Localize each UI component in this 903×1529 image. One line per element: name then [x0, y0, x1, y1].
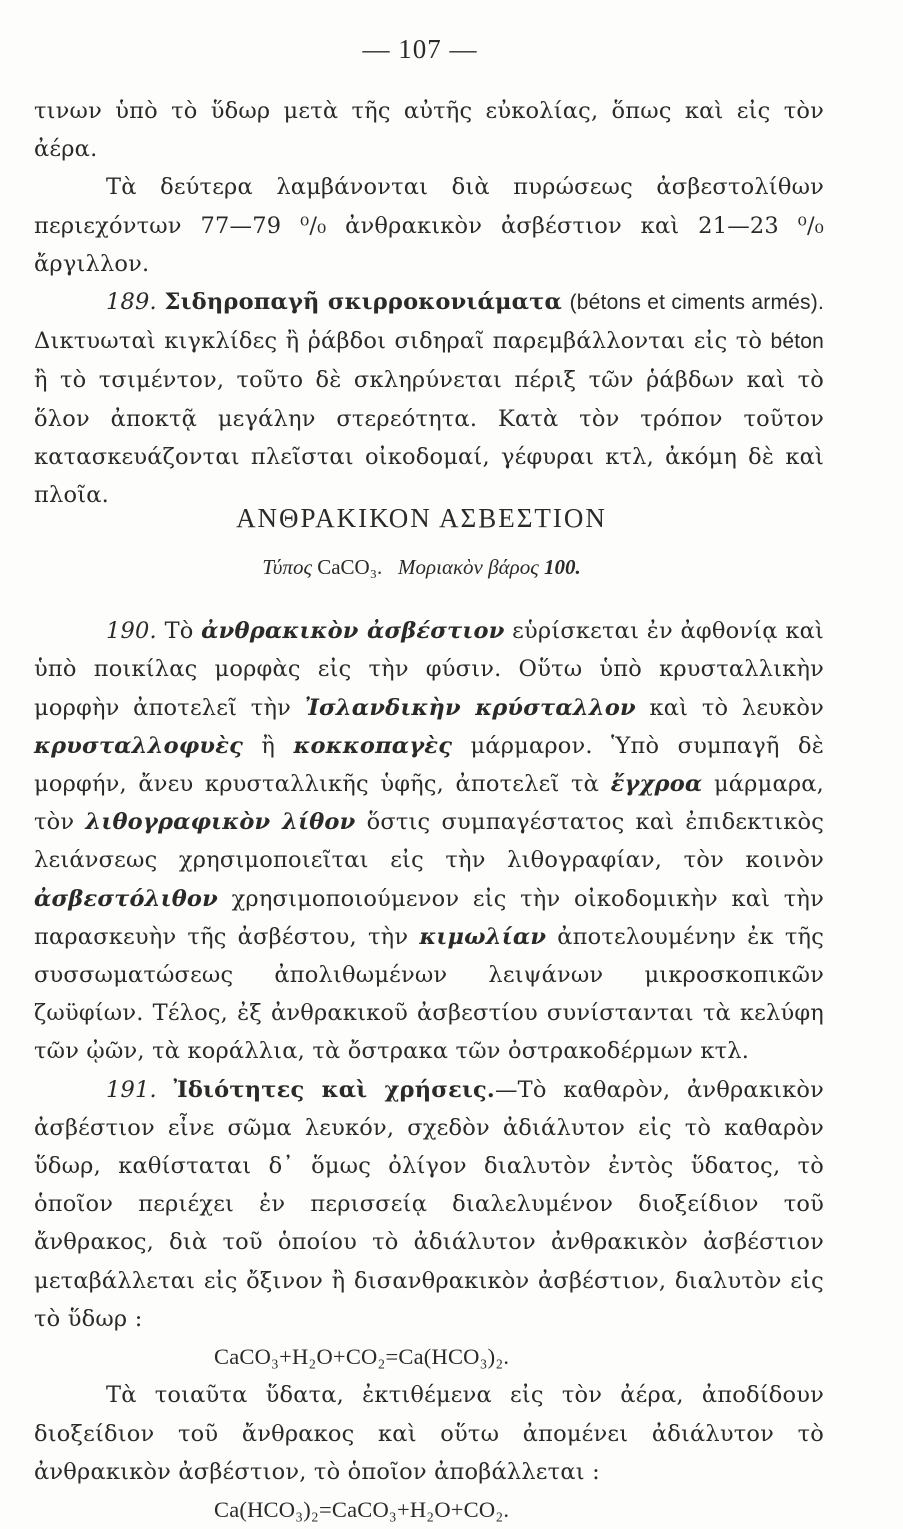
section-number-190: 190. — [106, 618, 157, 645]
text-segment: Δικτυωταὶ κιγκλίδες ἢ ῥάβδοι σιδηραῖ παρεμβάλλονται εἰς τὸ — [34, 328, 771, 355]
latin-beton: béton — [770, 330, 824, 354]
text-segment: Τὸ — [164, 618, 202, 645]
molecular-weight-value: 100. — [543, 555, 581, 579]
section-heading: ΑΝΘΡΑΚΙΚΟΝ ΑΣΒΕΣΤΙΟΝ — [236, 503, 607, 533]
heading-properties-uses: Ἰδιότητες καὶ χρήσεις. — [173, 1076, 495, 1103]
latin-term: (bétons et ciments armés). — [569, 291, 824, 315]
continued-text: τινων ὑπὸ τὸ ὕδωρ μετὰ τῆς αὐτῆς εὐκολίας, ὅπως καὶ εἰς τὸν ἀέρα. — [34, 98, 824, 163]
page-number: — 107 — — [362, 34, 478, 64]
type-label: Τύπος — [262, 555, 318, 579]
text-segment: Τὰ τοιαῦτα ὕδατα, ἐκτιθέμενα εἰς τὸν ἀέρα, ἀποδίδουν διοξείδιον τοῦ ἄνθρακος καὶ οὕτω ἀπομένει ἀδιάλυτον τὸ ἀνθρακικὸν ἀσβέστιον, τὸ ὁποῖον ἀποβάλλεται : — [34, 1382, 824, 1485]
section-number-191: 191. — [106, 1076, 157, 1103]
text-segment: ὅστις συμπαγέστατος καὶ ἐπιδεκτικὸς λειάνσεως χρησιμοποιεῖται εἰς τὴν λιθογραφίαν, τὸν κοινὸν — [34, 809, 824, 874]
term-iceland-spar: Ἰσλανδικὴν κρύσταλλον — [304, 694, 636, 721]
text-segment: —Τὸ καθαρὸν, ἀνθρακικὸν ἀσβέστιον εἶνε σῶμα λευκόν, σχεδὸν ἀδιάλυτον εἰς τὸ καθαρὸν ὕδωρ, καθίσταται δ᾽ ὅμως ὀλίγον διαλυτὸν ἐντὸς ὕδατος, τὸ ὁποῖον περιέχει ἐν περισσείᾳ διαλελυμένον διοξείδιον τοῦ ἄνθρακος, διὰ τοῦ ὁποίου τὸ ἀδιάλυτον ἀνθρακικὸν ἀσβέστιον μεταβάλλεται εἰς ὄξινον ἢ δισανθρακικὸν ἀσβέστιον, διαλυτὸν εἰς τὸ — [34, 1076, 824, 1332]
term-chalk: κιμωλίαν — [419, 923, 547, 950]
text-segment: χρησιμοποιούμενον εἰς τὴν οἰκοδομικὴν καὶ τὴν παρασκευὴν τῆς ἀσβέστου, τὴν — [34, 885, 824, 950]
term-limestone: ἀσβεστόλιθον — [34, 885, 218, 912]
section-number-189: 189. — [106, 289, 157, 316]
paragraph-cements — [34, 168, 824, 283]
paragraph-189 — [34, 283, 824, 514]
paragraph-continued — [34, 92, 824, 168]
equation-2: Ca(HCO₃)₂=CaCO₃+H₂O+CO₂. — [214, 1496, 510, 1522]
equation-1: CaCO₃+H₂O+CO₂=Ca(HCO₃)₂. — [214, 1344, 510, 1370]
text-segment: μάρμαρα, τὸν — [34, 771, 825, 836]
paragraph-precipitation — [34, 1376, 824, 1491]
text-segment: καὶ τὸ λευκὸν — [635, 694, 825, 721]
formula-line — [0, 555, 843, 580]
cements-text: Τὰ δεύτερα λαμβάνονται διὰ πυρώσεως ἀσβεστολίθων περιεχόντων 77—79 ⁰/₀ ἀνθρακικὸν ἀσβέστιον καὶ 21—23 ⁰/₀ ἄργιλλον. — [34, 174, 824, 277]
term-calcium-carbonate: ἀνθρακικὸν ἀσβέστιον — [201, 618, 505, 645]
term-lithographic-stone: λιθογραφικὸν λίθον — [85, 809, 356, 836]
text-segment: εὑρίσκεται ἐν ἀφθονίᾳ καὶ ὑπὸ ποικίλας μορφὰς εἰς τὴν φύσιν. Οὕτω ὑπὸ κρυσταλλικὴν μορφὴν ἀποτελεῖ τὴν — [34, 618, 824, 721]
paragraph-191 — [34, 1071, 824, 1338]
text-segment: ἢ — [243, 732, 294, 759]
equation-precipitation — [34, 1491, 824, 1529]
heading-reinforced-concrete: Σιδηροπαγῆ σκιρροκονιάματα — [164, 289, 563, 316]
text-segment: ὕδωρ : — [67, 1305, 143, 1332]
term-granular: κοκκοπαγὲς — [293, 732, 453, 759]
body-text — [34, 92, 824, 1529]
text-segment: μάρμαρον. Ὑπὸ συμπαγῆ δὲ μορφήν, ἄνευ κρυσταλλικῆς ὑφῆς, ἀποτελεῖ τὰ — [34, 732, 824, 798]
molecular-weight-label: Μοριακὸν βάρος — [398, 555, 544, 579]
equation-dissolution — [34, 1338, 824, 1376]
term-colored: ἔγχροα — [610, 771, 703, 798]
paragraph-190 — [34, 612, 824, 1070]
text-segment: ἀποτελουμένην ἐκ τῆς συσσωματώσεως ἀπολιθωμένων λειψάνων μικροσκοπικῶν ζωϋφίων. Τέλος, ἐξ ἀνθρακικοῦ ἀσβεστίου συνίστανται τὰ κελύφη τῶν ᾠῶν, τὰ κοράλλια, τὰ ὄστρακα τῶν ὀστρακοδέρμων κτλ. — [34, 923, 824, 1065]
term-crystalline: κρυσταλλοφυὲς — [34, 732, 243, 759]
text-segment: ἢ τὸ τσιμέντον, τοῦτο δὲ σκληρύνεται πέριξ τῶν ῥάβδων καὶ τὸ ὅλον ἀποκτᾷ μεγάλην στερεότητα. Κατὰ τὸν τρόπον τοῦτον κατασκευάζονται πλεῖσται οἰκοδομαί, γέφυραι κτλ, ἀκόμη δὲ καὶ πλοῖα. — [34, 367, 824, 509]
type-formula: CaCO₃. — [317, 555, 383, 579]
